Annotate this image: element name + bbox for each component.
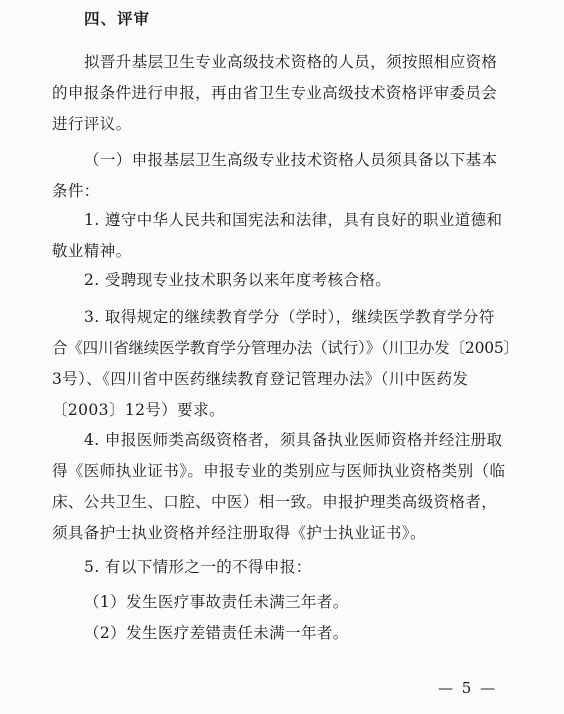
text-line: （1）发生医疗事故责任未满三年者。 — [84, 593, 349, 611]
paragraph-item-1 — [52, 205, 532, 267]
paragraph-item-3 — [52, 302, 532, 426]
text-line: 敬业精神。 — [52, 242, 132, 260]
paragraph-subitem-1 — [52, 587, 532, 618]
text-line: （一）申报基层卫生高级专业技术资格人员须具备以下基本 — [84, 151, 498, 169]
text-line: 2. 受聘现专业技术职务以来年度考核合格。 — [84, 271, 392, 289]
text-line: 须具备护士执业资格并经注册取得《护士执业证书》。 — [52, 524, 426, 542]
paragraph-basic-conditions — [52, 145, 532, 207]
text-line: 3号）、《四川省中医药继续教育登记管理办法》（川中医药发 — [52, 370, 469, 388]
text-line: 进行评议。 — [52, 115, 132, 133]
paragraph-item-2 — [52, 265, 532, 296]
text-line: 的申报条件进行申报，再由省卫生专业高级技术资格评审委员会 — [52, 84, 498, 102]
text-line: 4. 申报医师类高级资格者，须具备执业医师资格并经注册取 — [84, 431, 503, 449]
text-line: （2）发生医疗差错责任未满一年者。 — [84, 624, 349, 642]
text-line: 得《医师执业证书》。申报专业的类别应与医师执业资格类别（临 — [52, 462, 506, 480]
text-line: 拟晋升基层卫生专业高级技术资格的人员，须按照相应资格 — [84, 53, 498, 71]
text-line: 3. 取得规定的继续教育学分（学时），继续医学教育学分符 — [84, 308, 495, 326]
text-line: 5. 有以下情形之一的不得申报： — [84, 558, 312, 576]
text-line: 条件： — [52, 182, 100, 200]
text-line: 〔2003〕12号）要求。 — [52, 401, 225, 419]
section-heading: 四、评审 — [84, 9, 151, 28]
paragraph-intro — [52, 47, 532, 140]
paragraph-item-5 — [52, 552, 532, 583]
text-line: 1. 遵守中华人民共和国宪法和法律，具有良好的职业道德和 — [84, 211, 503, 229]
text-line: 合《四川省继续医学教育学分管理办法（试行）》（川卫办发〔2005〕 — [52, 339, 519, 357]
text-line: 床、公共卫生、口腔、中医）相一致。申报护理类高级资格者， — [52, 493, 498, 511]
paragraph-subitem-2 — [52, 618, 532, 649]
page-number: — 5 — — [438, 679, 498, 697]
paragraph-item-4 — [52, 425, 532, 549]
